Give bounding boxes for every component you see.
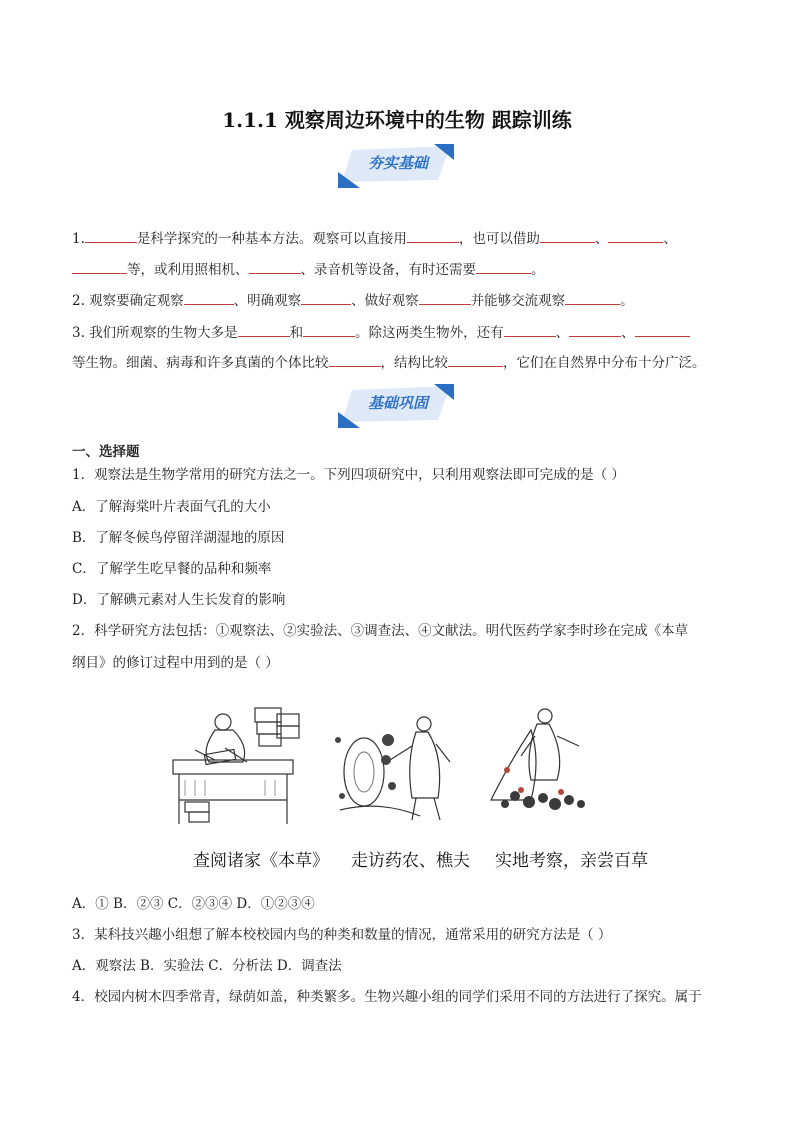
answer-blank bbox=[72, 259, 127, 274]
page-title: 1.1.1 观察周边环境中的生物 跟踪训练 bbox=[222, 108, 572, 132]
answer-blank bbox=[476, 259, 531, 274]
figure-caption-2: 走访药农、樵夫 bbox=[351, 851, 470, 871]
section-heading-choice: 一、选择题 bbox=[72, 444, 140, 460]
li-shizhen-illustration bbox=[165, 700, 648, 871]
section-banner-consolidation bbox=[338, 384, 454, 428]
answer-blank bbox=[184, 290, 234, 305]
answer-blank bbox=[329, 352, 381, 367]
answer-blank bbox=[419, 290, 471, 305]
section-banner-basics bbox=[338, 144, 454, 188]
answer-blank bbox=[608, 228, 663, 243]
fill-question-3-line-2: 等生物。细菌、病毒和许多真菌的个体比较 ，结构比较 ，它们在自然界中分布十分广泛。 bbox=[72, 352, 706, 373]
answer-blank bbox=[565, 290, 620, 305]
question-1-option-d: D．了解碘元素对人生长发育的影响 bbox=[72, 592, 286, 608]
question-2-options: A．① B．②③ C．②③④ D．①②③④ bbox=[72, 896, 315, 912]
answer-blank bbox=[407, 228, 459, 243]
question-1-option-b: B．了解冬候鸟停留洋湖湿地的原因 bbox=[72, 530, 285, 546]
field-investigation-drawing bbox=[485, 700, 625, 826]
fill-question-1-line-1: 1. 是科学探究的一种基本方法。观察可以直接用 ，也可以借助 、 、 bbox=[72, 228, 677, 249]
question-1: 1．观察法是生物学常用的研究方法之一。下列四项研究中，只利用观察法即可完成的是（ ） bbox=[72, 467, 625, 483]
question-2-line-1: 2．科学研究方法包括：①观察法、②实验法、③调查法、④文献法。明代医药学家李时珍在完成《本草 bbox=[72, 623, 689, 639]
answer-blank bbox=[249, 259, 301, 274]
answer-blank bbox=[448, 352, 503, 367]
figure-caption-1: 查阅诸家《本草》 bbox=[193, 851, 329, 871]
fill-question-2: 2. 观察要确定观察 、明确观察 、做好观察 并能够交流观察 。 bbox=[72, 290, 634, 311]
fill-question-3-line-1: 3. 我们所观察的生物大多是 和 。除这两类生物外，还有 、 、 bbox=[72, 322, 690, 343]
answer-blank bbox=[569, 322, 621, 337]
answer-blank bbox=[540, 228, 595, 243]
question-4: 4．校园内树木四季常青，绿荫如盖，种类繁多。生物兴趣小组的同学们采用不同的方法进行了探究。属于 bbox=[72, 989, 702, 1005]
question-1-option-a: A．了解海棠叶片表面气孔的大小 bbox=[72, 499, 271, 515]
answer-blank bbox=[635, 322, 690, 337]
banner-label: 基础巩固 bbox=[367, 394, 428, 412]
answer-blank bbox=[301, 290, 351, 305]
question-1-option-c: C．了解学生吃早餐的品种和频率 bbox=[72, 561, 272, 577]
banner-label: 夯实基础 bbox=[367, 154, 428, 172]
answer-blank bbox=[238, 322, 290, 337]
figure-caption-3: 实地考察，亲尝百草 bbox=[495, 851, 648, 871]
answer-blank bbox=[303, 322, 355, 337]
question-2-line-2: 纲目》的修订过程中用到的是（ ） bbox=[72, 655, 279, 671]
answer-blank bbox=[504, 322, 556, 337]
question-3-options: A．观察法 B．实验法 C．分析法 D．调查法 bbox=[72, 958, 342, 974]
visiting-farmers-drawing bbox=[330, 700, 460, 826]
question-3: 3．某科技兴趣小组想了解本校校园内鸟的种类和数量的情况，通常采用的研究方法是（ ） bbox=[72, 927, 612, 943]
fill-question-1-line-2: 等，或利用照相机、 、录音机等设备，有时还需要 。 bbox=[72, 259, 545, 280]
reading-books-drawing bbox=[165, 700, 305, 826]
answer-blank bbox=[85, 228, 137, 243]
